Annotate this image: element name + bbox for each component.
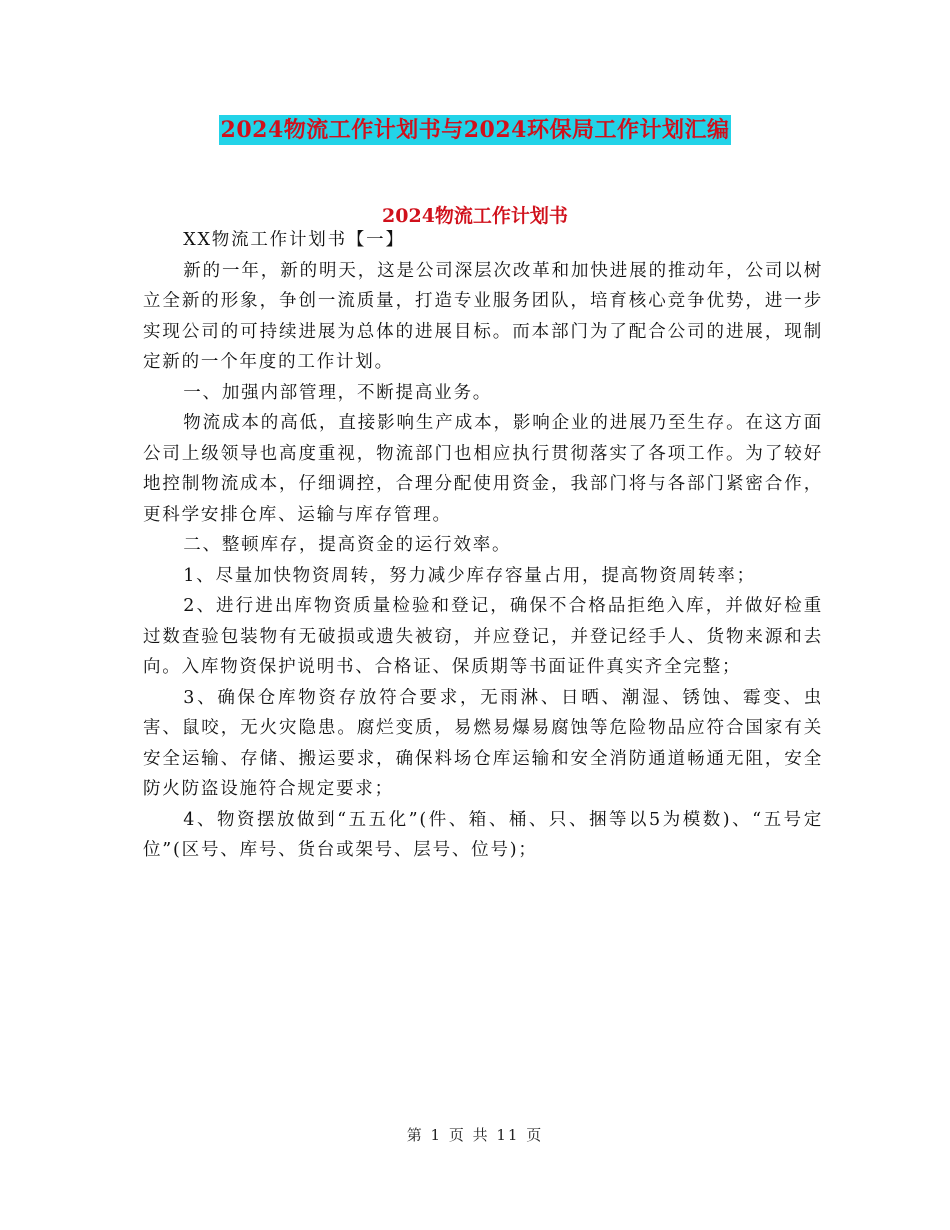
page-footer (0, 1124, 950, 1145)
footer-prefix: 第 (406, 1126, 424, 1144)
section-title: 2024物流工作计划书 (382, 205, 568, 227)
paragraph-item-1: 1、尽量加快物资周转，努力减少库存容量占用，提高物资周转率； (183, 565, 756, 586)
document-title (0, 112, 950, 148)
document-title-text: 2024物流工作计划书与2024环保局工作计划汇编 (220, 117, 730, 143)
paragraph-item-3: 3、确保仓库物资存放符合要求，无雨淋、日晒、潮湿、锈蚀、霉变、虫害、鼠咬，无火灾隐患。腐烂变质，易燃易爆易腐蚀等危险物品应符合国家有关安全运输、存储、搬运要求，确保料场仓库运输和安全消防通道畅通无阻，安全防火防盗设施符合规定要求； (143, 687, 823, 799)
paragraph-heading-1: 一、加强内部管理，不断提高业务。 (183, 382, 493, 403)
paragraph-subheading: XX物流工作计划书【一】 (183, 230, 405, 250)
paragraph-item-4: 4、物资摆放做到“五五化”(件、箱、桶、只、捆等以5为模数)、“五号定位”(区号、库号、货台或架号、层号、位号)； (143, 809, 823, 860)
footer-middle: 页 共 (448, 1126, 490, 1144)
paragraph-logistics-cost: 物流成本的高低，直接影响生产成本，影响企业的进展乃至生存。在这方面公司上级领导也高度重视，物流部门也相应执行贯彻落实了各项工作。为了较好地控制物流成本，仔细调控，合理分配使用资金，我部门将与各部门紧密合作，更科学安排仓库、运输与库存管理。 (143, 413, 823, 525)
paragraph-heading-2: 二、整顿库存，提高资金的运行效率。 (183, 535, 512, 555)
paragraph-intro: 新的一年，新的明天，这是公司深层次改革和加快进展的推动年，公司以树立全新的形象，争创一流质量，打造专业服务团队，培育核心竞争优势，进一步实现公司的可持续进展为总体的进展目标。而本部门为了配合公司的进展，现制定新的一个年度的工作计划。 (143, 260, 823, 372)
footer-suffix: 页 (526, 1126, 544, 1144)
paragraph-item-2: 2、进行进出库物资质量检验和登记，确保不合格品拒绝入库，并做好检重过数查验包装物有无破损或遗失被窃，并应登记，并登记经手人、货物来源和去向。入库物资保护说明书、合格证、保质期等书面证件真实齐全完整； (143, 596, 823, 677)
document-body (143, 225, 823, 866)
footer-page-number: 1 (430, 1126, 443, 1144)
footer-total-pages: 11 (496, 1126, 520, 1144)
